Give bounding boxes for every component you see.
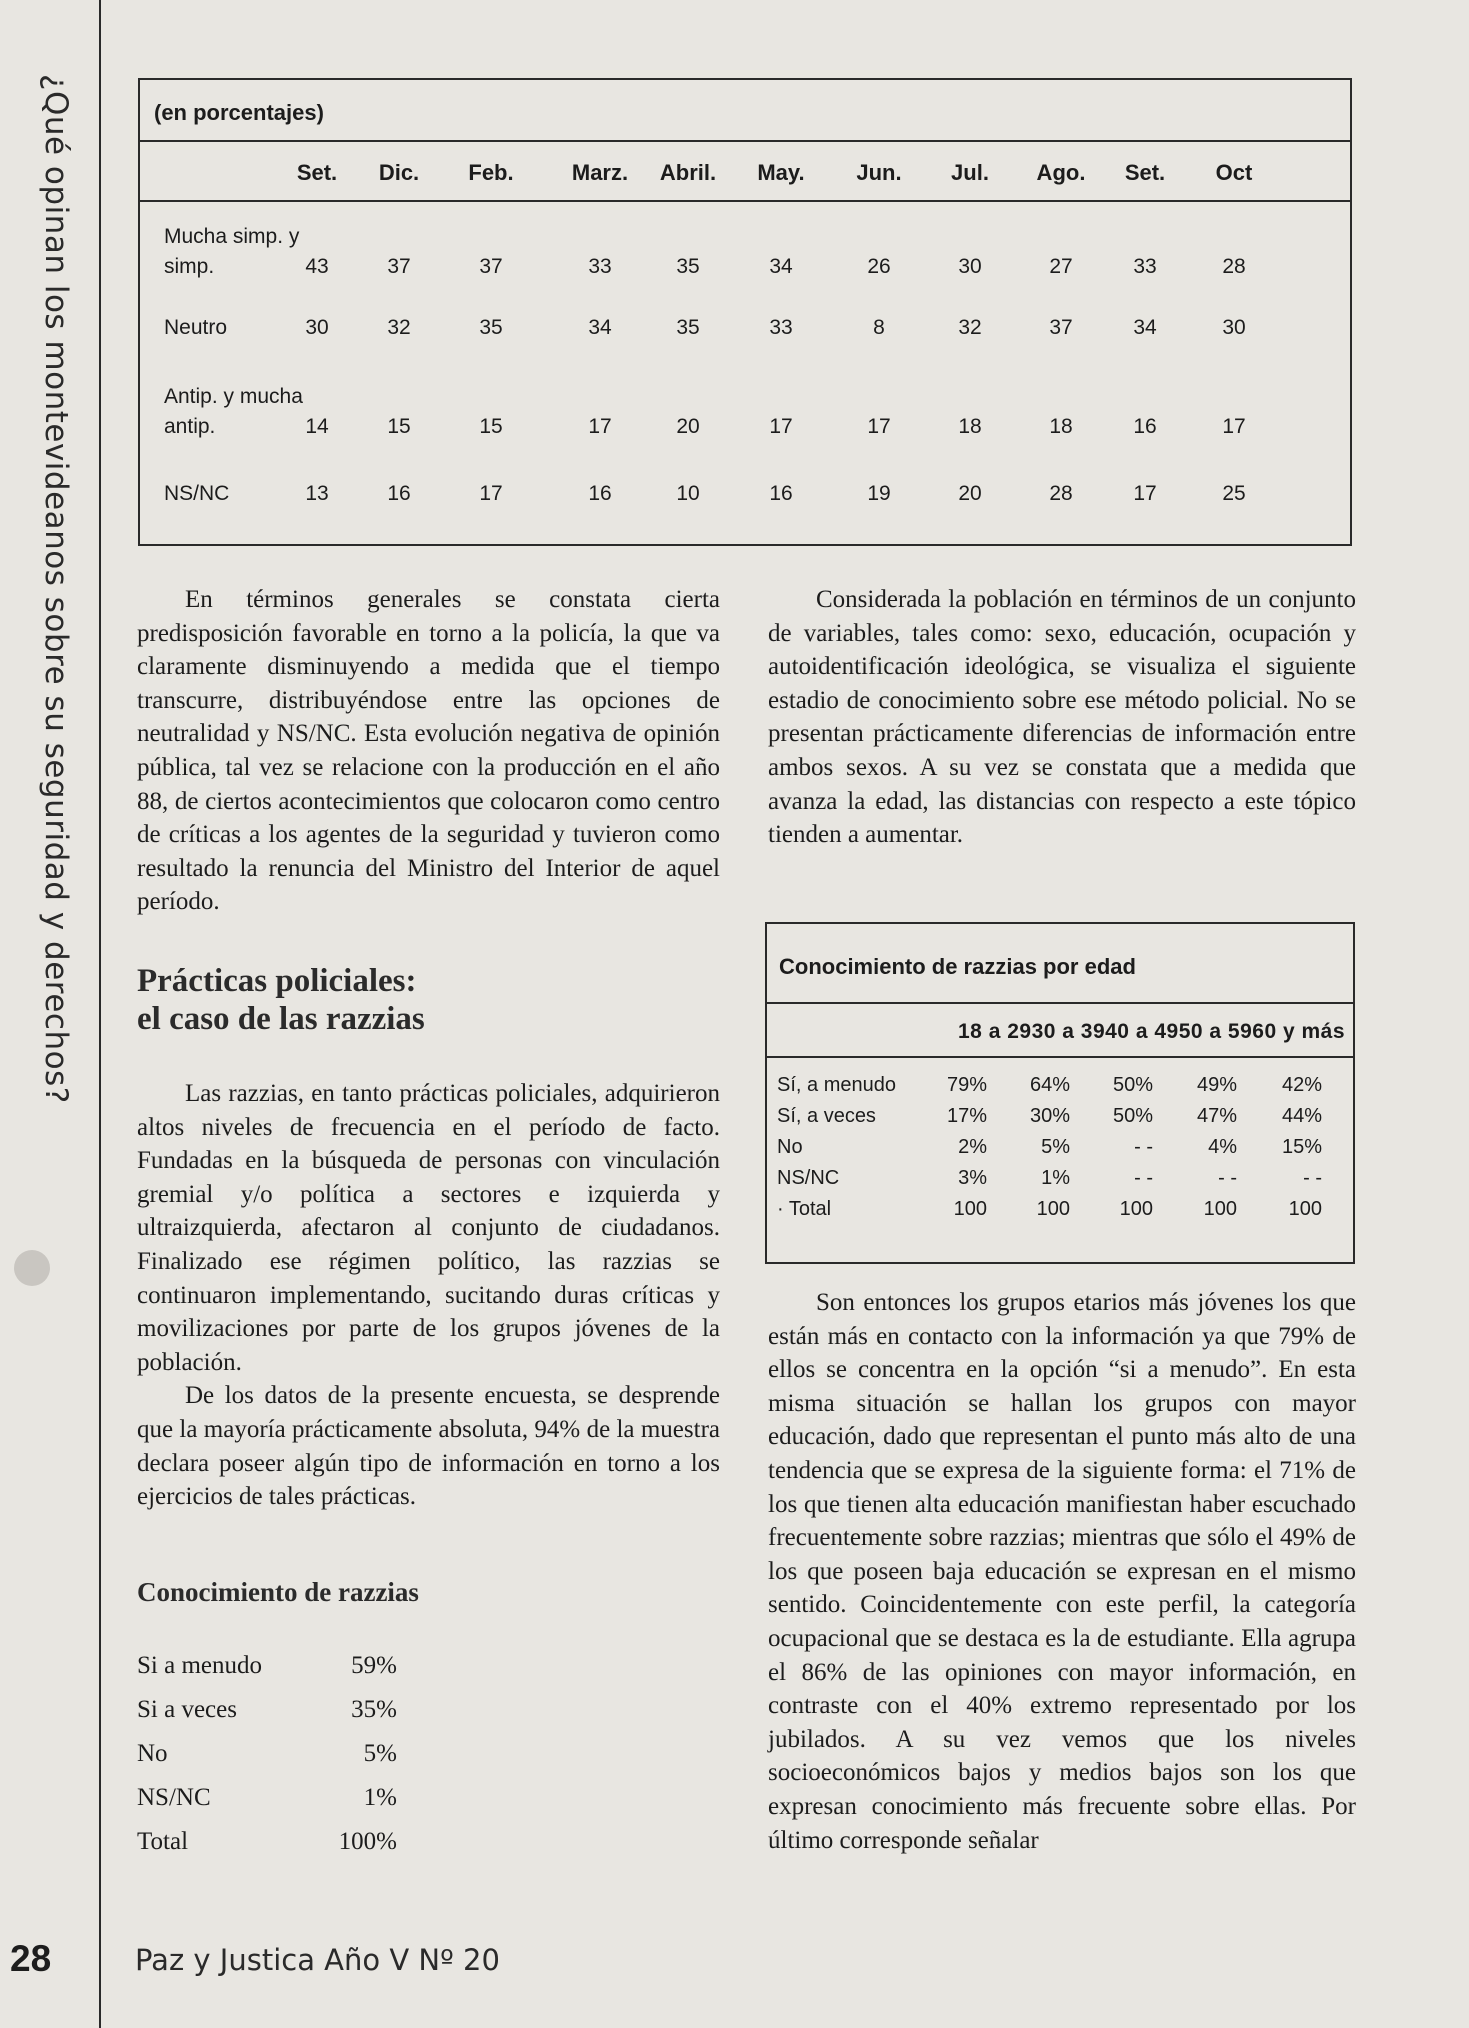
table-cell: 100 <box>1036 1198 1070 1220</box>
item-label: Si a veces <box>137 1696 237 1723</box>
paragraph: De los datos de la presente encuesta, se desprende que la mayoría prácticamente absoluta, 94% de la muestra declara poseer algún tipo de información en torno a los ejercicios de tales prácticas. <box>137 1382 720 1511</box>
table-cell: 8 <box>873 316 885 339</box>
column-header: Dic. <box>378 160 420 185</box>
row-label: · Total <box>777 1198 832 1220</box>
row-label: Neutro <box>164 316 228 339</box>
table-cell: 32 <box>387 316 411 339</box>
table-row <box>767 1163 1353 1193</box>
table-body <box>767 1058 1353 1258</box>
row-label: Antip. y mucha antip. <box>164 385 303 438</box>
table-cell: 1% <box>1041 1167 1070 1189</box>
table-cell: 4% <box>1208 1136 1237 1158</box>
table-cell: 33 <box>769 316 793 339</box>
table-caption: Conocimiento de razzias por edad <box>767 924 1353 1004</box>
side-title: ¿Qué opinan los montevideanos sobre su seguridad y derechos? <box>38 74 74 1104</box>
table-cell: 50% <box>1112 1074 1153 1096</box>
table-cell: 100 <box>1203 1198 1237 1220</box>
table-cell: - - <box>1134 1167 1153 1189</box>
item-value: 35% <box>351 1696 397 1723</box>
table-cell: 42% <box>1281 1074 1322 1096</box>
right-column-body <box>768 1286 1356 1857</box>
table-cell: 18 <box>1049 415 1073 438</box>
list-item <box>137 1828 397 1872</box>
table-cell: 14 <box>305 415 329 438</box>
table-cell: 100 <box>953 1198 987 1220</box>
table-cell: 17% <box>946 1105 987 1127</box>
table-header-row: 18 a 2930 a 3940 a 4950 a 5960 y más <box>767 1004 1353 1058</box>
subheading: Conocimiento de razzias <box>137 1577 419 1607</box>
table-cell: 35 <box>479 316 503 339</box>
table-row <box>140 202 1350 509</box>
item-value: 59% <box>351 1652 397 1679</box>
table-cell: 49% <box>1196 1074 1237 1096</box>
table-cell: 26 <box>867 255 891 278</box>
table-caption: (en porcentajes) <box>140 80 1350 142</box>
table-row <box>767 1101 1353 1131</box>
table-cell: 32 <box>958 316 982 339</box>
table-cell: 34 <box>1133 316 1157 339</box>
table-header-row <box>140 142 1350 202</box>
table-cell: 15 <box>387 415 411 438</box>
list-item <box>137 1696 397 1740</box>
table-cell: 17 <box>479 482 503 505</box>
table-cell: 35 <box>676 255 700 278</box>
column-header: Abril. <box>659 160 717 185</box>
table-cell: 3% <box>958 1167 987 1189</box>
table-cell: 30 <box>305 316 329 339</box>
table-cell: 35 <box>676 316 700 339</box>
page-margin-rule <box>99 0 101 2028</box>
table-cell: 27 <box>1049 255 1073 278</box>
table-cell: 17 <box>1133 482 1157 505</box>
knowledge-summary-table <box>137 1652 397 1872</box>
table-cell: 47% <box>1196 1105 1237 1127</box>
footer-publication: Paz y Justica Año V Nº 20 <box>135 1943 500 1977</box>
table-cell: 2% <box>958 1136 987 1158</box>
item-label: No <box>137 1740 168 1767</box>
table-cell: - - <box>1134 1136 1153 1158</box>
list-item <box>137 1652 397 1696</box>
table-cell: - - <box>1218 1167 1237 1189</box>
column-header: Set. <box>296 160 338 185</box>
table-cell: 33 <box>588 255 612 278</box>
table-row <box>767 1070 1353 1100</box>
item-label: Total <box>137 1828 189 1855</box>
page-smudge <box>14 1250 50 1286</box>
item-value: 1% <box>363 1784 397 1811</box>
item-value: 5% <box>363 1740 397 1767</box>
row-label: Sí, a veces <box>777 1105 876 1127</box>
table-cell: 17 <box>588 415 612 438</box>
right-column-intro <box>768 583 1356 852</box>
list-item <box>137 1740 397 1784</box>
table-cell: 34 <box>769 255 793 278</box>
age-knowledge-table <box>765 922 1355 1264</box>
table-cell: 17 <box>769 415 793 438</box>
item-value: 100% <box>338 1828 397 1855</box>
heading-line: Prácticas policiales: <box>137 963 417 999</box>
heading-line: el caso de las razzias <box>137 1001 425 1037</box>
table-row <box>767 1132 1353 1162</box>
table-cell: 37 <box>1049 316 1073 339</box>
table-cell: 34 <box>588 316 612 339</box>
table-cell: 33 <box>1133 255 1157 278</box>
list-item <box>137 1784 397 1828</box>
table-cell: 16 <box>1133 415 1157 438</box>
table-cell: 5% <box>1041 1136 1070 1158</box>
table-cell: 79% <box>946 1074 987 1096</box>
row-label: Sí, a menudo <box>777 1074 896 1096</box>
column-header: Jun. <box>856 160 902 185</box>
table-cell: 28 <box>1049 482 1073 505</box>
row-label: No <box>777 1136 803 1158</box>
item-label: NS/NC <box>137 1784 211 1811</box>
table-cell: 64% <box>1029 1074 1070 1096</box>
table-cell: 37 <box>387 255 411 278</box>
table-cell: 43 <box>305 255 329 278</box>
item-label: Si a menudo <box>137 1652 262 1679</box>
table-cell: 18 <box>958 415 982 438</box>
column-header: Ago. <box>1036 160 1086 185</box>
table-row <box>767 1194 1353 1224</box>
table-cell: 10 <box>676 482 700 505</box>
table-body <box>140 202 1350 542</box>
table-cell: 17 <box>1222 415 1246 438</box>
column-header: Jul. <box>951 160 989 185</box>
paragraph: Son entonces los grupos etarios más jóvenes los que están más en contacto con la información ya que 79% de ellos se concentra en la opción “si a menudo”. En esta misma situación se hallan los grupos con mayor educación, dado que representan el punto más alto de una tendencia que se expresa de la siguiente forma: el 71% de los que tienen alta educación manifiestan haber escuchado frecuentemente sobre razzias; mientras que sólo el 49% de los que poseen baja educación se expresan en el mismo sentido. Coincidentemente con este perfil, la categoría ocupacional que se destaca es la de estudiante. Ella agrupa el 86% de las opiniones con mayor información, en contraste con el 40% extremo representado por los jubilados. A su vez vemos que los niveles socioeconómicos bajos y medios bajos son los que expresan conocimiento más frecuente sobre ellas. Por último corresponde señalar <box>768 1289 1356 1854</box>
column-header: Oct <box>1215 160 1253 185</box>
table-cell: 16 <box>387 482 411 505</box>
paragraph: En términos generales se constata cierta predisposición favorable en torno a la policía, la que va claramente disminuyendo a medida que el tiempo transcurre, distribuyéndose entre las opciones de neutralidad y NS/NC. Esta evolución negativa de opinión pública, tal vez se relacione con la producción en el año 88, de ciertos acontecimientos que colocaron como centro de críticas a los agentes de la seguridad y tuvieron como resultado la renuncia del Ministro del Interior de aquel período. <box>137 586 720 916</box>
left-column-body <box>137 1077 720 1514</box>
table-cell: - - <box>1303 1167 1322 1189</box>
table-cell: 15 <box>479 415 503 438</box>
left-column-intro <box>137 583 720 919</box>
table-cell: 30% <box>1029 1105 1070 1127</box>
table-cell: 13 <box>305 482 329 505</box>
table-cell: 20 <box>676 415 700 438</box>
table-cell: 30 <box>958 255 982 278</box>
table-cell: 17 <box>867 415 891 438</box>
table-cell: 30 <box>1222 316 1246 339</box>
table-cell: 16 <box>769 482 793 505</box>
table-cell: 16 <box>588 482 612 505</box>
table-cell: 19 <box>867 482 891 505</box>
monthly-opinion-table <box>138 78 1352 546</box>
table-cell: 28 <box>1222 255 1246 278</box>
row-label: NS/NC <box>777 1167 840 1189</box>
paragraph: Considerada la población en términos de un conjunto de variables, tales como: sexo, educación, ocupación y autoidentificación ideológica, se visualiza el siguiente estadio de conocimiento sobre ese método policial. No se presentan prácticamente diferencias de información entre ambos sexos. A su vez se constata que a medida que avanza la edad, las distancias con respecto a este tópico tienden a aumentar. <box>768 586 1356 849</box>
table-cell: 20 <box>958 482 982 505</box>
paragraph: Las razzias, en tanto prácticas policiales, adquirieron altos niveles de frecuencia en el período de facto. Fundadas en la búsqueda de personas con vinculación gremial y/o política a sectores e izquierda y ultraizquierda, afectaron al conjunto de ciudadanos. Finalizado ese régimen político, las razzias se continuaron implementando, sucitando duras críticas y movilizaciones por parte de los grupos jóvenes de la población. <box>137 1080 720 1376</box>
table-cell: 15% <box>1281 1136 1322 1158</box>
column-header: Marz. <box>571 160 629 185</box>
table-cell: 25 <box>1222 482 1246 505</box>
page-number: 28 <box>10 1938 52 1979</box>
column-header: Set. <box>1124 160 1166 185</box>
table-cell: 44% <box>1281 1105 1322 1127</box>
table-cell: 100 <box>1288 1198 1322 1220</box>
table-cell: 37 <box>479 255 503 278</box>
section-heading <box>137 962 657 1038</box>
row-label: NS/NC <box>164 482 230 505</box>
column-header: Feb. <box>468 160 514 185</box>
table-cell: 100 <box>1119 1198 1153 1220</box>
row-label: Mucha simp. y simp. <box>164 225 300 278</box>
table-cell: 50% <box>1112 1105 1153 1127</box>
column-header: May. <box>757 160 805 185</box>
